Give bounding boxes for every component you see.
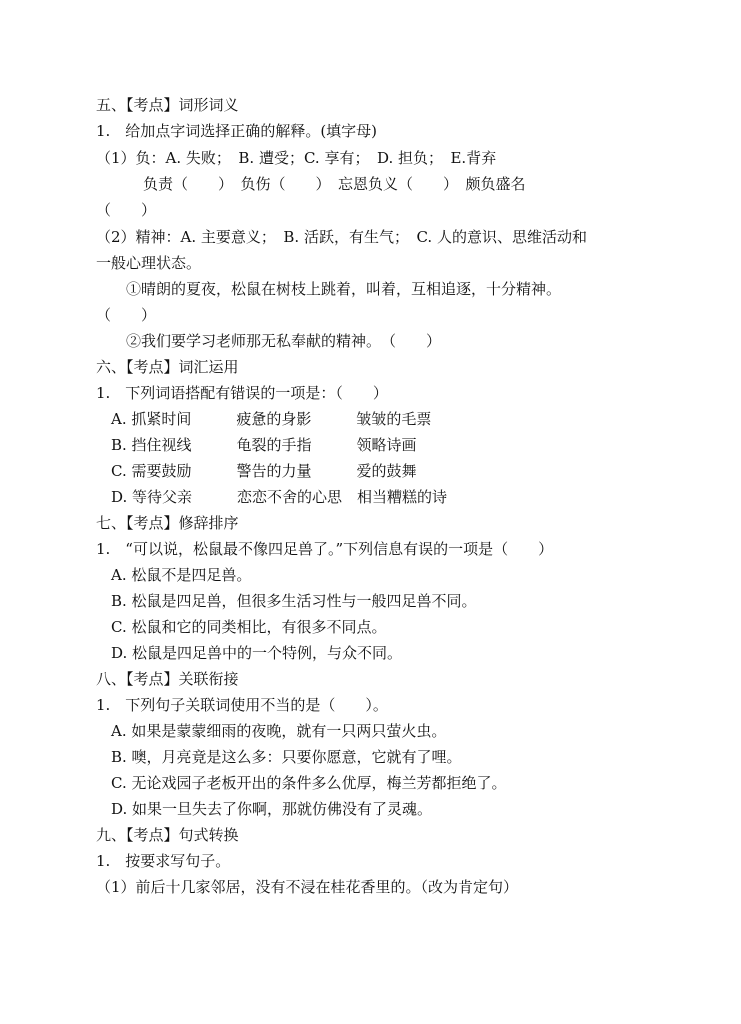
question-line: ②我们要学习老师那无私奉献的精神。 （ ） [126,332,442,350]
option-line: C. 无论戏园子老板开出的条件多么优厚，梅兰芳都拒绝了。 [111,774,507,792]
question-line: 1. “可以说，松鼠最不像四足兽了。”下列信息有误的一项是（ ） [96,540,554,558]
answer-blank: （ ） [96,201,157,219]
option-line: A. 抓紧时间 疲惫的身影 皱皱的毛票 [111,410,432,428]
option-line: D. 松鼠是四足兽中的一个特例，与众不同。 [111,644,403,662]
question-line: 一般心理状态。 [96,254,202,272]
section-heading: 八、【考点】关联衔接 [96,670,239,688]
question-line: （2）精神：A. 主要意义； B. 活跃，有生气； C. 人的意识、思维活动和 [96,228,587,246]
question-line: 1. 按要求写句子。 [96,852,231,870]
section-heading: 七、【考点】修辞排序 [96,514,239,532]
option-line: D. 等待父亲 恋恋不舍的心思 相当糟糕的诗 [111,488,448,506]
question-line: 1. 下列词语搭配有错误的一项是：（ ） [96,384,388,402]
option-line: A. 如果是蒙蒙细雨的夜晚，就有一只两只萤火虫。 [111,722,447,740]
option-line: B. 松鼠是四足兽，但很多生活习性与一般四足兽不同。 [111,592,477,610]
question-line: （1）负：A. 失败； B. 遭受；C. 享有； D. 担负； E.背弃 [96,149,497,167]
option-line: B. 挡住视线 龟裂的手指 领略诗画 [111,436,417,454]
answer-blank: （ ） [96,306,157,324]
question-line: 1. 下列句子关联词使用不当的是（ ）。 [96,696,388,714]
option-line: C. 松鼠和它的同类相比，有很多不同点。 [111,618,387,636]
section-heading: 六、【考点】词汇运用 [96,358,239,376]
option-line: C. 需要鼓励 警告的力量 爱的鼓舞 [111,462,417,480]
question-line: 1. 给加点字词选择正确的解释。(填字母) [96,122,378,140]
question-line: ①晴朗的夏夜，松鼠在树枝上跳着，叫着，互相追逐，十分精神。 [126,280,562,298]
section-heading: 五、【考点】词形词义 [96,96,239,114]
option-line: D. 如果一旦失去了你啊，那就仿佛没有了灵魂。 [111,800,433,818]
section-heading: 九、【考点】句式转换 [96,826,239,844]
option-line: B. 噢，月亮竟是这么多：只要你愿意，它就有了哩。 [111,748,462,766]
question-line: （1）前后十几家邻居，没有不浸在桂花香里的。（改为肯定句） [96,878,519,896]
question-line: 负责（ ） 负伤（ ） 忘恩负义（ ） 颇负盛名 [143,175,526,193]
option-line: A. 松鼠不是四足兽。 [111,566,252,584]
